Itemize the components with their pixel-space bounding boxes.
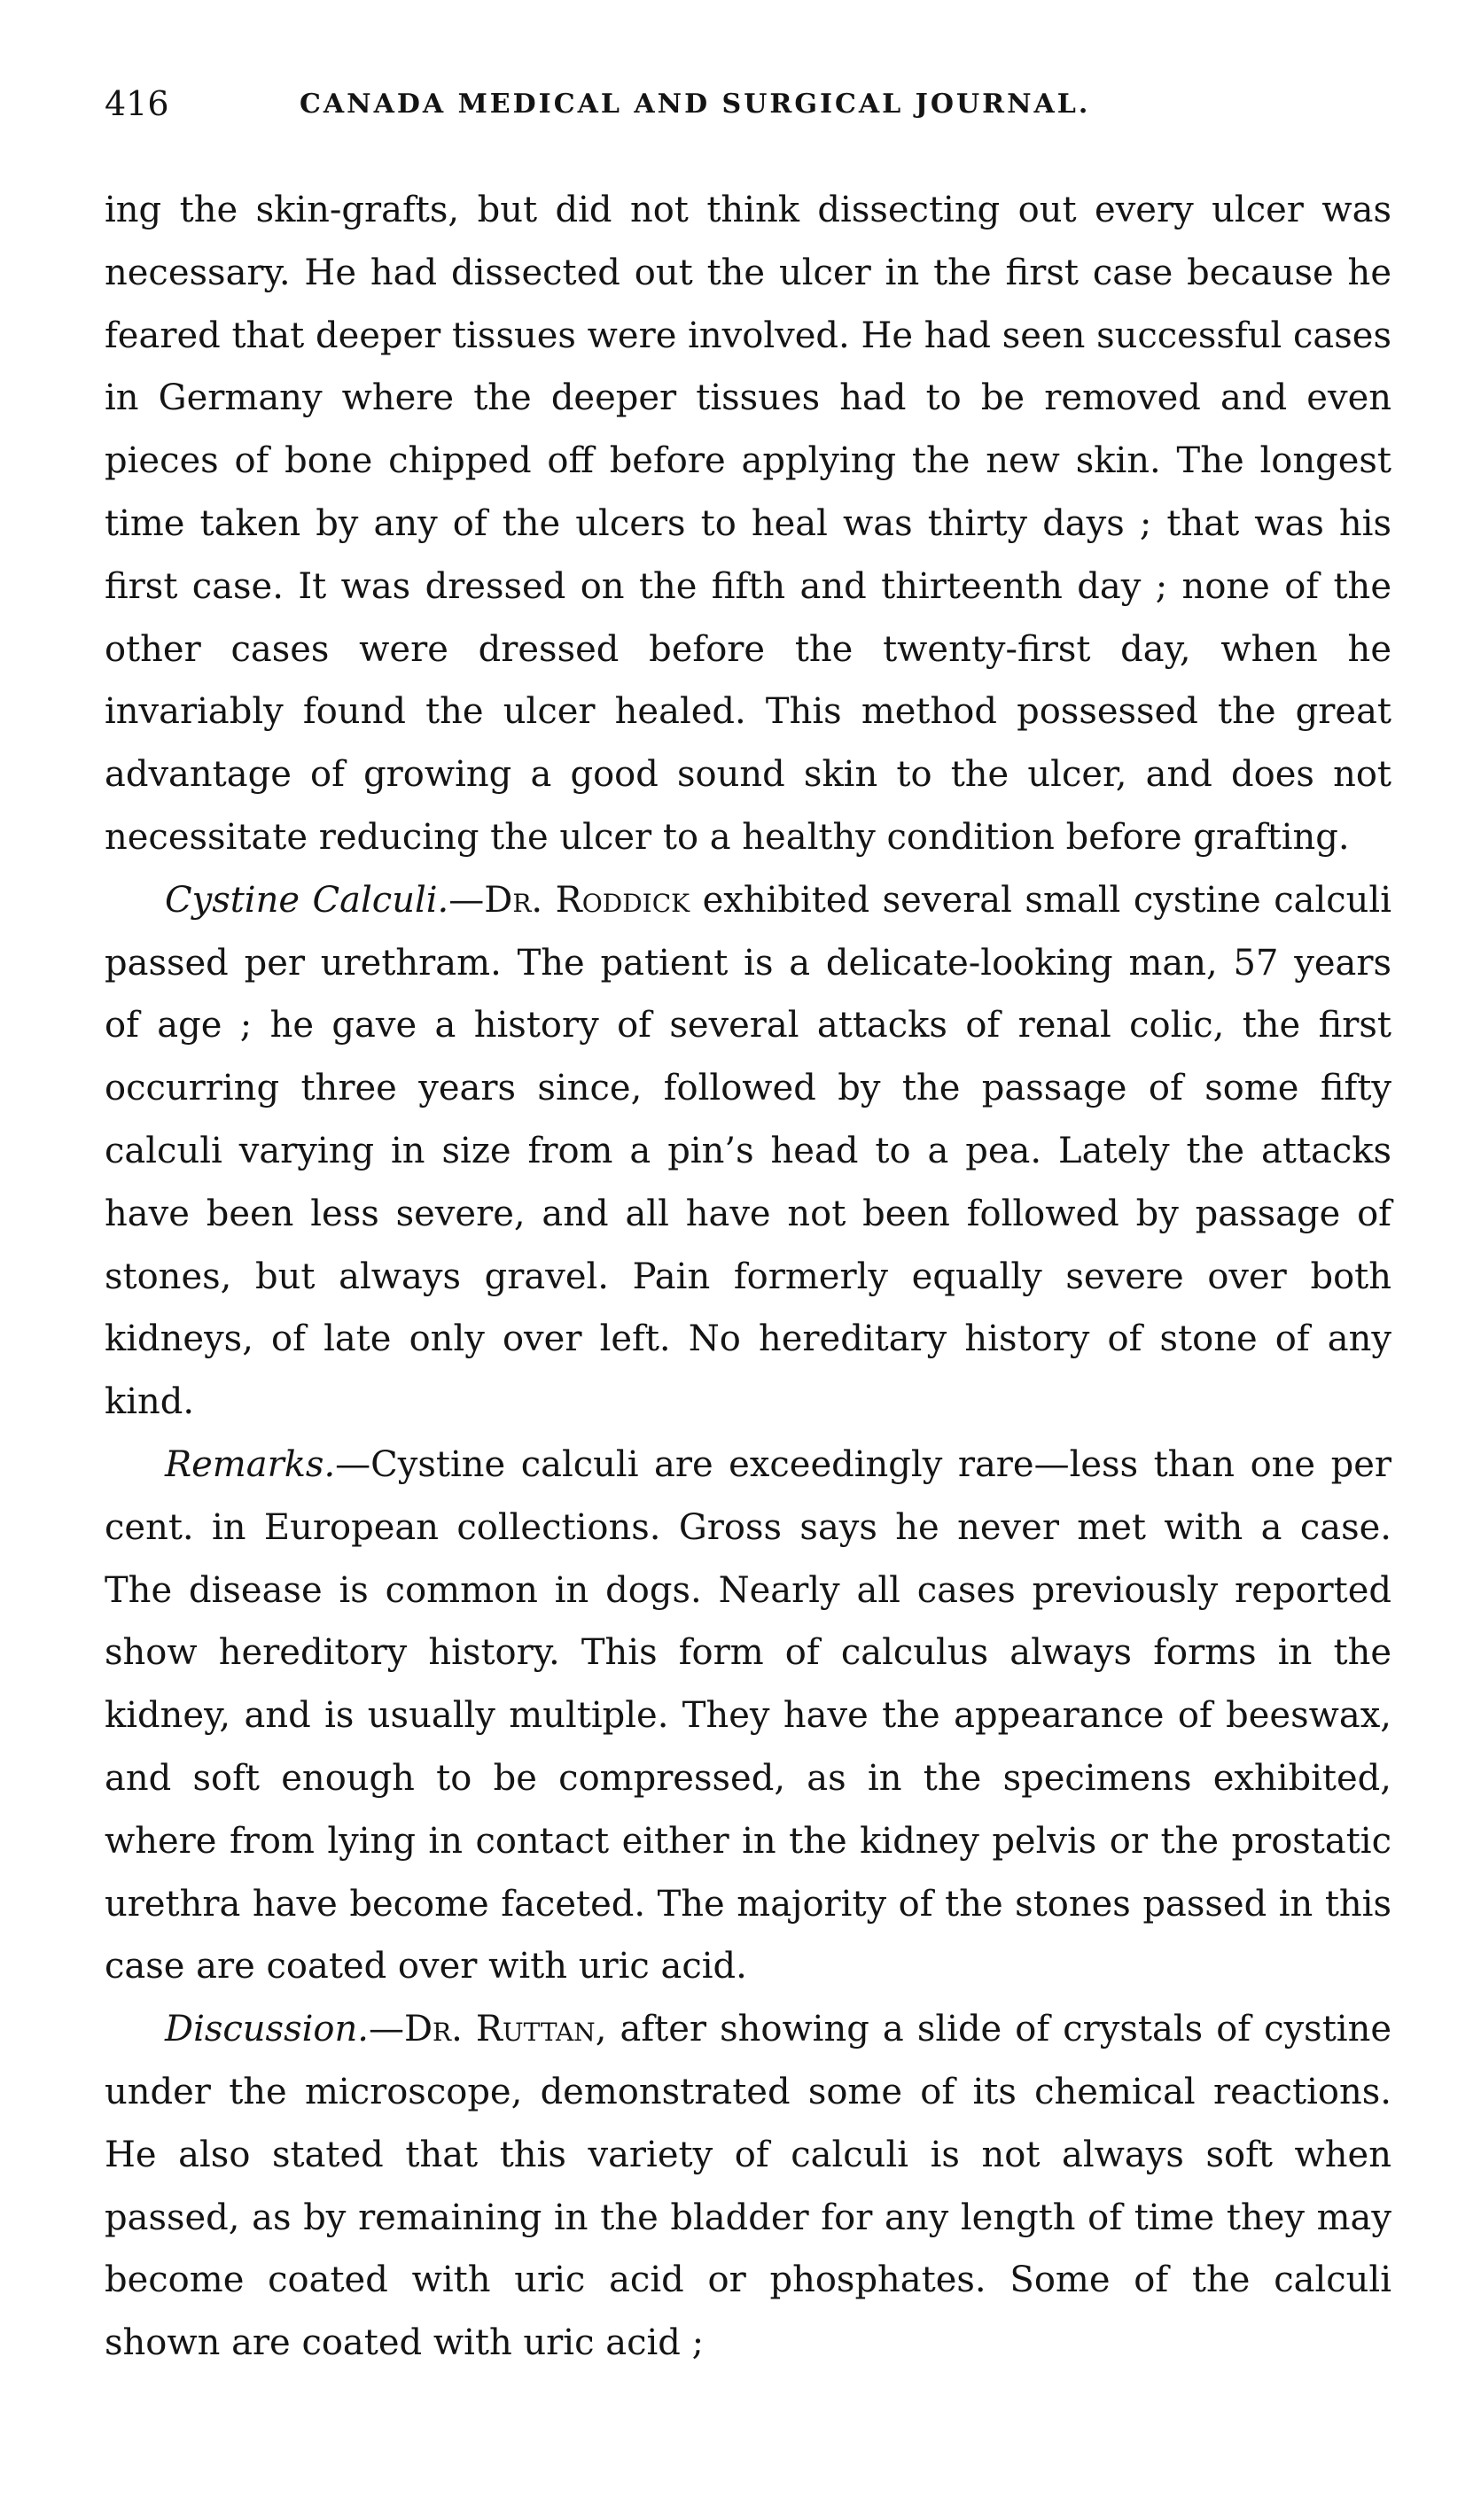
page-header <box>105 82 1391 144</box>
paragraph-discussion: Discussion.—Dr. Ruttan, after showing a slide of crystals of cystine under the microscope, demonstrated some of its chemical reactions. He also stated that this variety of calculi is not always soft when passed, as by remaining in the bladder for any length of time they may become coated with uric acid or phosphates. Some of the calculi shown are coated with uric acid ; <box>105 2009 1392 2364</box>
section-heading-cystine-calculi: Cystine Calculi. <box>165 879 449 921</box>
journal-page <box>105 82 1392 2364</box>
running-title: CANADA MEDICAL AND SURGICAL JOURNAL. <box>300 89 1091 120</box>
section-heading-remarks: Remarks. <box>165 1443 336 1485</box>
article-body <box>105 179 1391 2375</box>
paragraph-text: ing the skin-grafts, but did not think dissecting out every ulcer was necessary. He had dissected out the ulcer in the first case because he feared that deeper tissues were involved. He had seen successful cases in Germany where the deeper tissues had to be removed and even pieces of bone chipped off before applying the new skin. The longest time taken by any of the ulcers to heal was thirty days ; that was his first case. It was dressed on the fifth and thirteenth day ; none of the other cases were dressed before the twenty-first day, when he invariably found the ulcer healed. This method possessed the great advantage of growing a good sound skin to the ulcer, and does not necessitate reducing the ulcer to a healthy condition before grafting. <box>105 190 1391 858</box>
speaker-name: Dr. Roddick <box>484 879 690 921</box>
page-number: 416 <box>105 84 169 123</box>
paragraph-text: , after showing a slide of crystals of cystine under the microscope, demonstrated some of its chemical reactions. He also stated that this variety of calculi is not always soft when passed, as by remaining in the bladder for any length of time they may become coated with uric acid or phosphates. Some of the calculi shown are coated with uric acid ; <box>105 2009 1392 2364</box>
paragraph-skin-grafts <box>105 179 1391 869</box>
section-heading-discussion: Discussion. <box>165 2009 369 2050</box>
paragraph-remarks: Remarks.—Cystine calculi are exceedingly rare—less than one per cent. in European collections. Gross says he never met with a case. The disease is common in dogs. Nearly all cases previously reported show hereditory history. This form of calculus always forms in the kidney, and is usually multiple. They have the appearance of beeswax, and soft enough to be compressed, as in the specimens exhibited, where from lying in contact either in the kidney pelvis or the prostatic urethra have become faceted. The majority of the stones passed in this case are coated over with uric acid. <box>105 1443 1391 1987</box>
paragraph-text: Cystine calculi are exceedingly rare—less than one per cent. in European collections. Gross says he never met with a case. The disease is common in dogs. Nearly all cases previously reported show hereditory history. This form of calculus always forms in the kidney, and is usually multiple. They have the appearance of beeswax, and soft enough to be compressed, as in the specimens exhibited, where from lying in contact either in the kidney pelvis or the prostatic urethra have become faceted. The majority of the stones passed in this case are coated over with uric acid. <box>105 1443 1391 1987</box>
speaker-name: Dr. Ruttan <box>403 2009 596 2050</box>
paragraph-text: exhibited several small cystine calculi passed per urethram. The patient is a delicate-looking man, 57 years of age ; he gave a history of several attacks of renal colic, the first occurring three years since, followed by the passage of some fifty calculi varying in size from a pin’s head to a pea. Lately the attacks have been less severe, and all have not been followed by passage of stones, but always gravel. Pain formerly equally severe over both kidneys, of late only over left. No hereditary history of stone of any kind. <box>105 879 1391 1423</box>
paragraph-cystine-calculi: Cystine Calculi.—Dr. Roddick exhibited several small cystine calculi passed per urethram. The patient is a delicate-looking man, 57 years of age ; he gave a history of several attacks of renal colic, the first occurring three years since, followed by the passage of some fifty calculi varying in size from a pin’s head to a pea. Lately the attacks have been less severe, and all have not been followed by passage of stones, but always gravel. Pain formerly equally severe over both kidneys, of late only over left. No hereditary history of stone of any kind. <box>105 879 1391 1423</box>
